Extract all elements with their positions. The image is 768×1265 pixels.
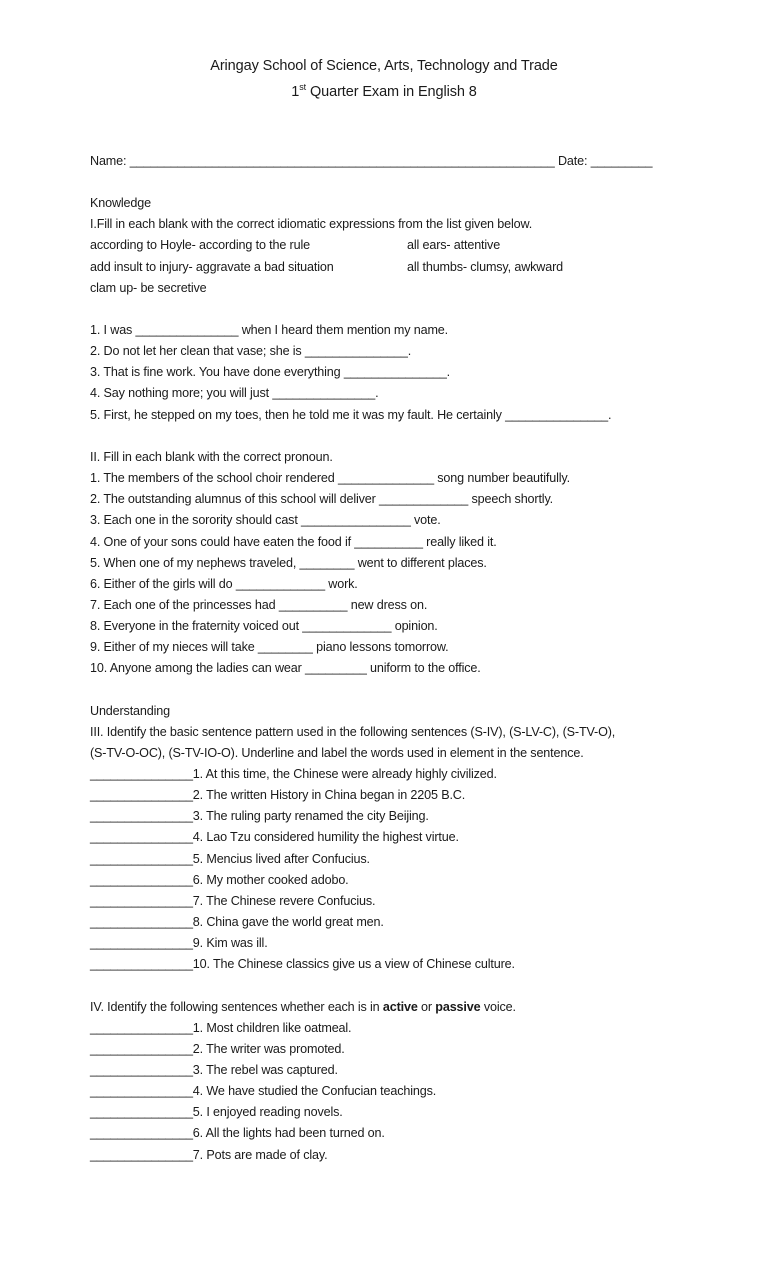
question-item[interactable]: 2. The outstanding alumnus of this school will deliver _____________ speech shortly.: [90, 492, 553, 506]
school-title: Aringay School of Science, Arts, Technology and Trade: [210, 58, 558, 74]
question-item[interactable]: 3. Each one in the sorority should cast ________________ vote.: [90, 513, 441, 527]
question-item[interactable]: _______________7. The Chinese revere Confucius.: [90, 894, 376, 908]
section-heading-understanding: Understanding: [90, 704, 170, 718]
question-item[interactable]: 1. I was _______________ when I heard them mention my name.: [90, 323, 449, 337]
exam-ordinal-suffix: st: [299, 82, 307, 92]
question-item[interactable]: _______________6. All the lights had been turned on.: [90, 1126, 385, 1140]
instruction-passive-bold: passive: [435, 1000, 481, 1014]
question-item[interactable]: _______________2. The writer was promoted.: [90, 1042, 345, 1056]
instruction-active-bold: active: [382, 1000, 418, 1014]
question-item[interactable]: _______________1. Most children like oatmeal.: [90, 1021, 352, 1035]
exam-title-rest: Quarter Exam in English 8: [306, 84, 477, 100]
idiom-list-item: all ears- attentive: [407, 238, 501, 252]
part2-instruction: II. Fill in each blank with the correct pronoun.: [90, 450, 333, 464]
question-item[interactable]: _______________2. The written History in China began in 2205 B.C.: [90, 788, 466, 802]
question-item[interactable]: _______________1. At this time, the Chinese were already highly civilized.: [90, 767, 497, 781]
idiom-list-item: clam up- be secretive: [90, 281, 207, 295]
instruction-text: or: [417, 1000, 436, 1014]
question-item[interactable]: 5. When one of my nephews traveled, ________ went to different places.: [90, 556, 487, 570]
question-item[interactable]: _______________3. The rebel was captured.: [90, 1063, 338, 1077]
question-item[interactable]: 7. Each one of the princesses had __________ new dress on.: [90, 598, 428, 612]
exam-ordinal: 1: [291, 84, 300, 100]
question-item[interactable]: _______________3. The ruling party renamed the city Beijing.: [90, 809, 429, 823]
question-item[interactable]: _______________7. Pots are made of clay.: [90, 1148, 328, 1162]
question-item[interactable]: _______________8. China gave the world great men.: [90, 915, 384, 929]
instruction-text: voice.: [480, 1000, 516, 1014]
idiom-list-item: add insult to injury- aggravate a bad situation: [90, 260, 334, 274]
question-item[interactable]: _______________9. Kim was ill.: [90, 936, 268, 950]
question-item[interactable]: _______________6. My mother cooked adobo.: [90, 873, 349, 887]
question-item[interactable]: 4. One of your sons could have eaten the food if __________ really liked it.: [90, 535, 497, 549]
question-item[interactable]: _______________5. I enjoyed reading novels.: [90, 1105, 343, 1119]
name-date-field[interactable]: Name: ______________________________________________________________ Date: _________: [90, 154, 653, 168]
question-item[interactable]: 3. That is fine work. You have done everything _______________.: [90, 365, 451, 379]
part3-instruction-line1: III. Identify the basic sentence pattern used in the following sentences (S-IV), (S-LV-C), (S-TV-O),: [90, 725, 616, 739]
question-item[interactable]: 9. Either of my nieces will take ________ piano lessons tomorrow.: [90, 640, 449, 654]
part1-instruction: I.Fill in each blank with the correct idiomatic expressions from the list given below.: [90, 217, 533, 231]
question-item[interactable]: _______________5. Mencius lived after Confucius.: [90, 852, 370, 866]
question-item[interactable]: 5. First, he stepped on my toes, then he told me it was my fault. He certainly _______________.: [90, 408, 612, 422]
question-item[interactable]: 6. Either of the girls will do _____________ work.: [90, 577, 358, 591]
instruction-text: IV. Identify the following sentences whether each is in: [90, 1000, 383, 1014]
question-item[interactable]: 2. Do not let her clean that vase; she is _______________.: [90, 344, 412, 358]
idiom-list-item: all thumbs- clumsy, awkward: [407, 260, 563, 274]
question-item[interactable]: 10. Anyone among the ladies can wear _________ uniform to the office.: [90, 661, 481, 675]
question-item[interactable]: _______________4. We have studied the Confucian teachings.: [90, 1084, 437, 1098]
part4-instruction: [90, 999, 516, 1015]
question-item[interactable]: 1. The members of the school choir rendered ______________ song number beautifully.: [90, 471, 570, 485]
section-heading-knowledge: Knowledge: [90, 196, 151, 210]
question-item[interactable]: 8. Everyone in the fraternity voiced out _____________ opinion.: [90, 619, 438, 633]
question-item[interactable]: 4. Say nothing more; you will just _______________.: [90, 386, 379, 400]
exam-title: [0, 84, 768, 100]
part3-instruction-line2: (S-TV-O-OC), (S-TV-IO-O). Underline and label the words used in element in the sentence.: [90, 746, 584, 760]
question-item[interactable]: _______________10. The Chinese classics give us a view of Chinese culture.: [90, 957, 515, 971]
question-item[interactable]: _______________4. Lao Tzu considered humility the highest virtue.: [90, 830, 459, 844]
idiom-list-item: according to Hoyle- according to the rule: [90, 238, 310, 252]
